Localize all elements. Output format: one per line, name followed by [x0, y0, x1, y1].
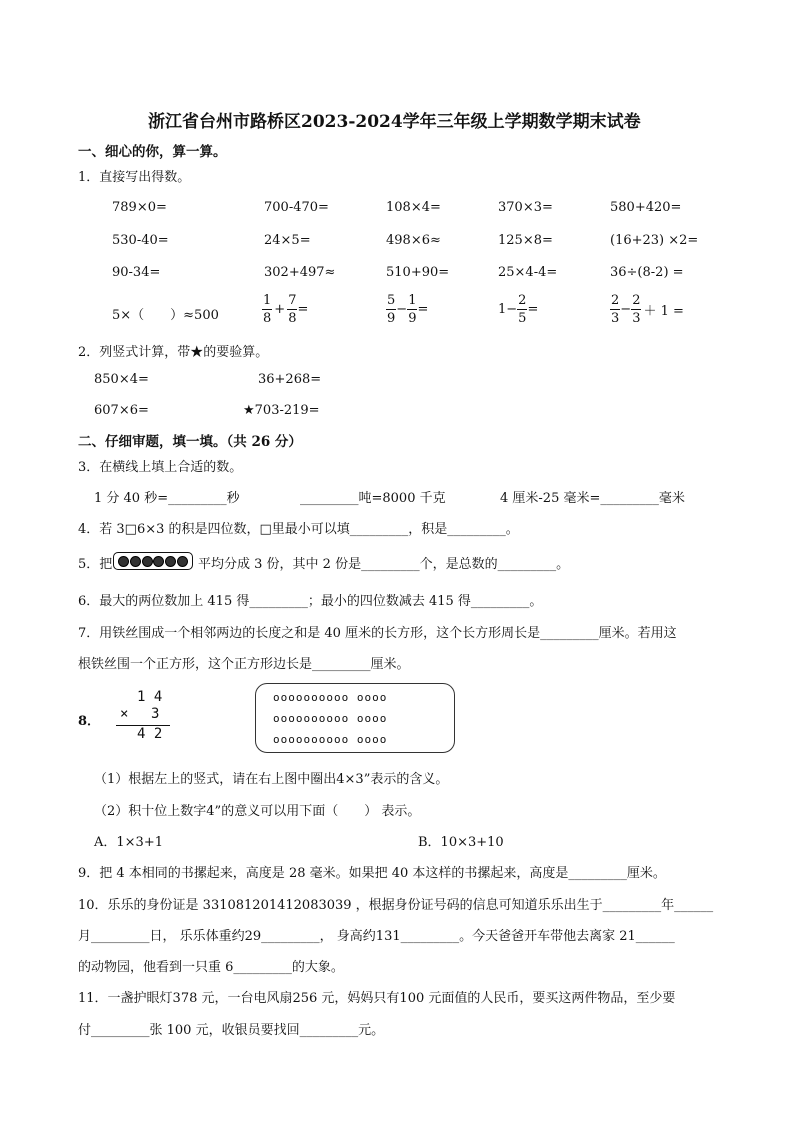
q11-line-1: 11．一盏护眼灯378 元，一台电风扇256 元，妈妈只有100 元面值的人民币，要买这两件物品，至少要 [78, 991, 676, 1006]
q8-sub-2: （2）积十位上数字4”的意义可以用下面（ ） 表示。 [94, 804, 421, 819]
circle-row: oooooooooo oooo [273, 712, 388, 725]
denominator: 8 [288, 311, 297, 326]
operand: 1− [498, 302, 518, 317]
bead [153, 556, 164, 567]
equals: = [417, 302, 429, 317]
page-title: 浙江省台州市路桥区2023-2024学年三年级上学期数学期末试卷 [148, 112, 641, 132]
q8-label: 8． [78, 714, 101, 729]
vertical-multiplier: 3 [151, 706, 160, 722]
vertical-multiplicand: 1 4 [137, 689, 163, 705]
calc-item: 370×3= [498, 200, 553, 215]
calc-item: 789×0= [112, 200, 167, 215]
q10-line-2: 月_________日， 乐乐体重约29_________， 身高约131_________。今天爸爸开车带他去离家 21______ [78, 929, 675, 944]
calc-item: 302+497≈ [264, 265, 336, 280]
q3-label: 3．在横线上填上合适的数。 [78, 460, 243, 475]
q4-text: 4．若 3□6×3 的积是四位数，□里最小可以填_________，积是_________。 [78, 522, 519, 537]
fill-blank-item: _________吨=8000 千克 [300, 491, 446, 506]
q8-sub-1: （1）根据左上的竖式，请在右上图中圈出4×3”表示的含义。 [94, 772, 449, 787]
fill-blank-item: 1 分 40 秒=_________秒 [94, 491, 240, 506]
numerator: 7 [288, 293, 297, 308]
denominator: 3 [632, 311, 641, 326]
operand: ＋ 1 = [643, 304, 684, 319]
q2-label: 2．列竖式计算，带★的要验算。 [78, 345, 269, 360]
calc-item: 125×8= [498, 233, 553, 248]
numerator: 2 [611, 293, 620, 308]
q7-line-2: 根铁丝围一个正方形，这个正方形边长是_________厘米。 [78, 657, 410, 672]
q1-label: 1．直接写出得数。 [78, 170, 191, 185]
vertical-product: 4 2 [137, 726, 163, 742]
circle-row: oooooooooo oooo [273, 691, 388, 704]
operator: − [620, 302, 632, 317]
q10-line-1: 10．乐乐的身份证是 331081201412083039 ，根据身份证号码的信息可知道乐乐出生于_________年______ [78, 898, 714, 913]
fraction-calc-d [610, 294, 684, 325]
bead-group [113, 552, 193, 570]
times-sign: × [120, 706, 129, 722]
numerator: 5 [387, 293, 396, 308]
calc-item: 5×（ ）≈500 [112, 308, 219, 323]
calc-item: 24×5= [264, 233, 311, 248]
equals: = [297, 302, 309, 317]
option-a[interactable]: A．1×3+1 [94, 835, 163, 850]
vertical-calc-item: 850×4= [94, 372, 149, 387]
bead [165, 556, 176, 567]
calc-item: 530-40= [112, 233, 169, 248]
fraction-calc-c [498, 294, 538, 325]
fraction-calc-b [386, 294, 428, 325]
q5-suffix: 平均分成 3 份，其中 2 份是_________个，是总数的_________。 [198, 557, 570, 572]
bead [142, 556, 153, 567]
q6-text: 6．最大的两位数加上 415 得_________；最小的四位数减去 415 得_________。 [78, 594, 543, 609]
calc-item: (16+23) ×2= [610, 233, 699, 248]
calc-item: 580+420= [610, 200, 682, 215]
section-2-heading: 二、仔细审题，填一填。（共 26 分） [78, 434, 302, 450]
q10-line-3: 的动物园，他看到一只重 6_________的大象。 [78, 960, 344, 975]
bead [177, 556, 188, 567]
denominator: 9 [408, 311, 417, 326]
operator: + [274, 302, 286, 317]
numerator: 1 [408, 293, 417, 308]
calc-item: 90-34= [112, 265, 161, 280]
option-b[interactable]: B．10×3+10 [418, 835, 504, 850]
denominator: 3 [611, 311, 620, 326]
denominator: 8 [263, 311, 272, 326]
q7-line-1: 7．用铁丝围成一个相邻两边的长度之和是 40 厘米的长方形，这个长方形周长是_________厘米。若用这 [78, 626, 677, 641]
calc-item: 108×4= [386, 200, 441, 215]
denominator: 5 [518, 311, 527, 326]
q5-prefix: 5．把 [78, 557, 113, 572]
denominator: 9 [387, 311, 396, 326]
fraction-calc-a [262, 294, 308, 325]
calc-item: 700-470= [264, 200, 329, 215]
q9-text: 9．把 4 本相同的书摞起来，高度是 28 毫米。如果把 40 本这样的书摞起来，高度是_________厘米。 [78, 866, 666, 881]
bead [130, 556, 141, 567]
calc-item: 25×4-4= [498, 265, 558, 280]
fill-blank-item: 4 厘米-25 毫米=_________毫米 [500, 491, 685, 506]
calc-item: 510+90= [386, 265, 450, 280]
equals: = [527, 302, 539, 317]
calc-item: 498×6≈ [386, 233, 441, 248]
circle-row: oooooooooo oooo [273, 733, 388, 746]
numerator: 2 [632, 293, 641, 308]
vertical-calc-item: 36+268= [258, 372, 322, 387]
operator: − [396, 302, 408, 317]
numerator: 2 [518, 293, 527, 308]
vertical-calc-item: 607×6= [94, 403, 149, 418]
q11-line-2: 付_________张 100 元，收银员要找回_________元。 [78, 1023, 385, 1038]
vertical-calc-item: ★703-219= [243, 403, 320, 418]
calc-item: 36÷(8-2) = [610, 265, 684, 280]
bead [118, 556, 129, 567]
section-1-heading: 一、细心的你，算一算。 [78, 144, 227, 160]
numerator: 1 [263, 293, 272, 308]
